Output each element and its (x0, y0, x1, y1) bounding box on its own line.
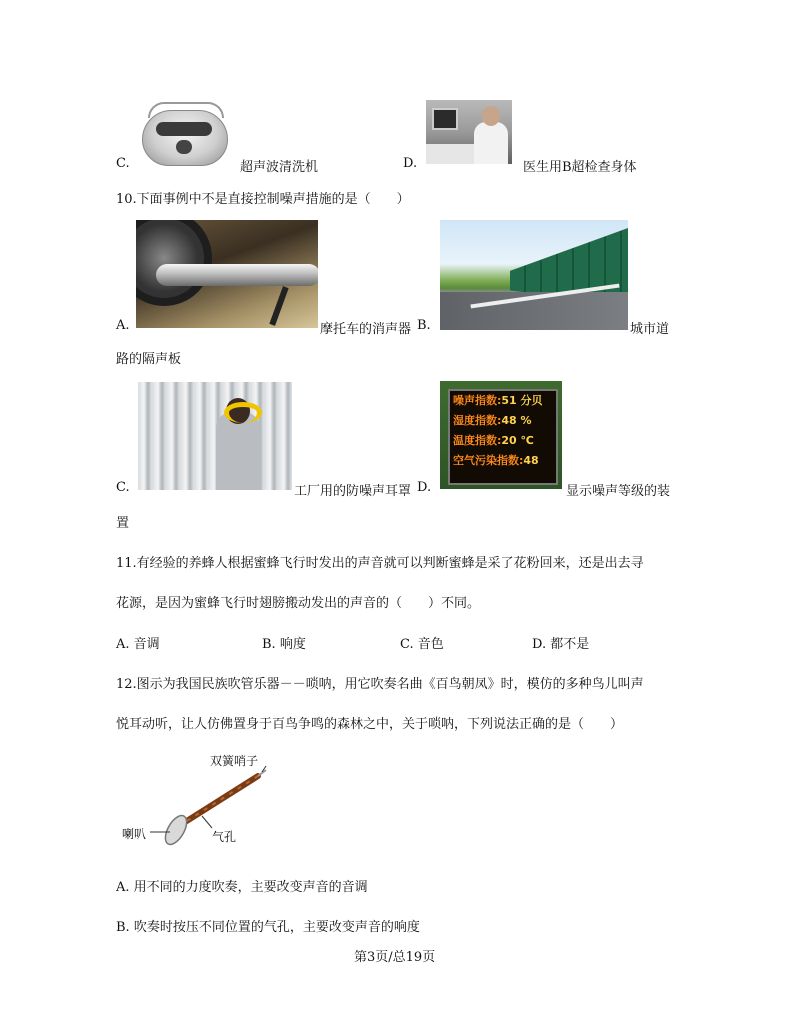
q10-option-b-text-2: 路的隔声板 (116, 352, 182, 367)
b-ultrasound-image (426, 100, 512, 164)
q10-option-b-text-1: 城市道 (630, 322, 670, 337)
q11-stem-line-2: 花源，是因为蜜蜂飞行时翅膀搬动发出的声音的（ ）不同。 (116, 596, 481, 611)
q11-option-c: C. 音色 (400, 637, 444, 652)
q11-stem-line-1: 11.有经验的养蜂人根据蜜蜂飞行时发出的声音就可以判断蜜蜂是采了花粉回来，还是出去寻 (116, 556, 644, 571)
q10-stem: 10.下面事例中不是直接控制噪声措施的是（ ） (116, 192, 410, 207)
q10-option-a-text: 摩托车的消声器 (320, 322, 412, 337)
air-hole-label: 气孔 (212, 830, 237, 844)
q9-option-c-label: C. (116, 156, 130, 171)
page-number: 第3页/总19页 (354, 950, 436, 965)
board-row: 噪声指数:51 分贝 (453, 394, 543, 407)
board-row: 温度指数:20 ℃ (453, 434, 534, 447)
q10-option-b-label: B. (417, 318, 431, 333)
q9-option-c-text: 超声波清洗机 (240, 160, 319, 175)
q10-option-d-text-2: 置 (116, 516, 130, 531)
ultrasonic-cleaner-image (138, 102, 230, 166)
q12-option-a: A. 用不同的力度吹奏，主要改变声音的音调 (116, 880, 368, 895)
q12-stem-line-2: 悦耳动听，让人仿佛置身于百鸟争鸣的森林之中，关于唢呐，下列说法正确的是（ ） (116, 717, 624, 732)
factory-earmuff-image (138, 382, 292, 490)
q9-option-d-label: D. (403, 156, 418, 171)
q10-option-d-label: D. (417, 480, 432, 495)
horn-label: 喇叭 (122, 827, 147, 841)
q9-option-d-text: 医生用B超检查身体 (523, 160, 637, 175)
motorcycle-muffler-image (136, 220, 318, 328)
q12-stem-line-1: 12.图示为我国民族吹管乐器－－唢呐，用它吹奏名曲《百鸟朝凤》时，模仿的多种鸟儿叫声 (116, 677, 644, 692)
q10-option-c-label: C. (116, 480, 130, 495)
q10-option-a-label: A. (116, 318, 130, 333)
road-sound-barrier-image (440, 220, 628, 330)
q11-option-d: D. 都不是 (532, 637, 590, 652)
board-row: 湿度指数:48 % (453, 414, 532, 427)
q11-option-b: B. 响度 (262, 637, 306, 652)
q11-option-a: A. 音调 (116, 637, 160, 652)
q10-option-d-text-1: 显示噪声等级的装 (566, 484, 671, 499)
noise-display-board-image (440, 381, 562, 489)
q10-option-c-text: 工厂用的防噪声耳罩 (294, 484, 412, 499)
suona-diagram (120, 748, 280, 858)
reed-label: 双簧哨子 (210, 754, 259, 768)
q12-option-b: B. 吹奏时按压不同位置的气孔，主要改变声音的响度 (116, 920, 420, 935)
board-row: 空气污染指数:48 (453, 454, 539, 467)
